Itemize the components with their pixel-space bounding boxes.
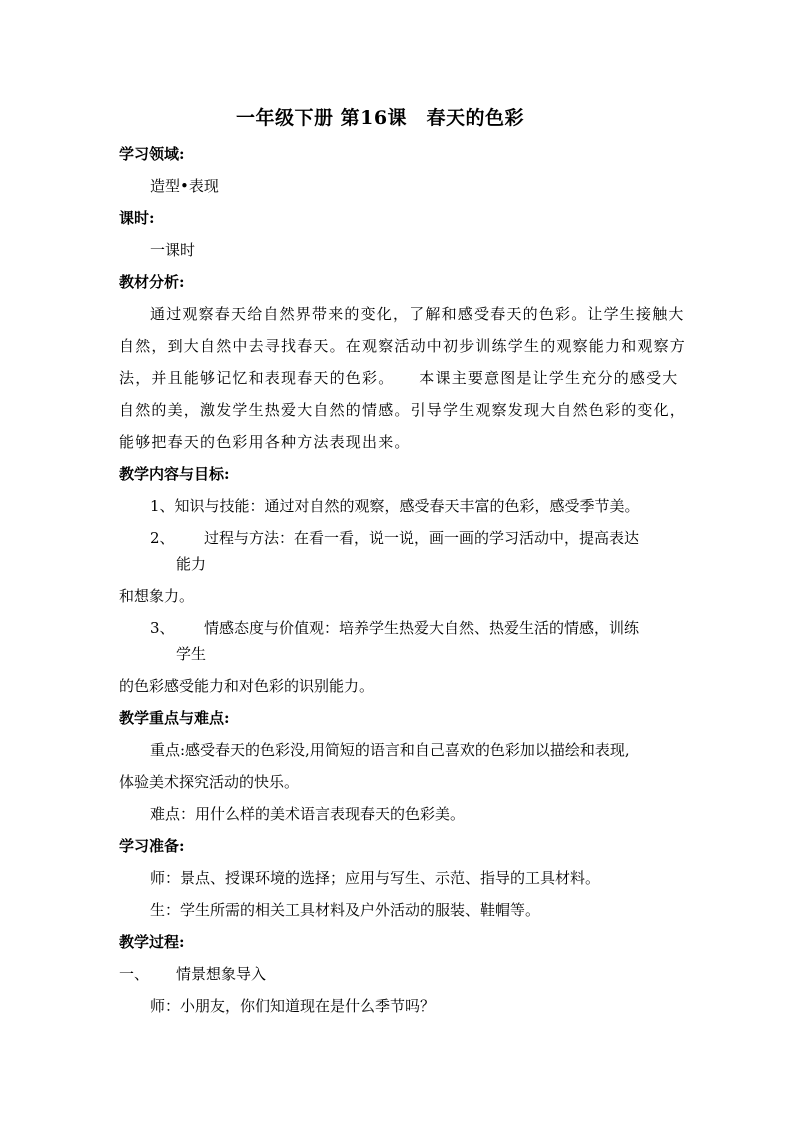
analysis-line: 自然的美，激发学生热爱大自然的情感。引导学生观察发现大自然色彩的变化，	[119, 401, 687, 419]
process-item-number: 一、	[119, 965, 150, 983]
analysis-line: 能够把春天的色彩用各种方法表现出来。	[119, 433, 411, 451]
process-item-text: 情景想象导入	[176, 965, 267, 983]
goal-item-1: 1、知识与技能：通过对自然的观察，感受春天丰富的色彩，感受季节美。	[150, 497, 640, 515]
heading-content-goals: 教学内容与目标:	[119, 465, 230, 483]
class-hours-text: 一课时	[150, 241, 196, 259]
difficulty-text: 难点：用什么样的美术语言表现春天的色彩美。	[150, 805, 466, 823]
heading-key-points: 教学重点与难点:	[119, 709, 230, 727]
key-point-text: 重点:感受春天的色彩没,用简短的语言和自己喜欢的色彩加以描绘和表现,	[150, 741, 630, 759]
goal-item-3-text: 情感态度与价值观：培养学生热爱大自然、热爱生活的情感，训练	[204, 619, 640, 637]
document-title: 一年级下册 第16课 春天的色彩	[236, 107, 525, 129]
learning-domain-text: 造型•表现	[150, 177, 219, 195]
heading-class-hours: 课时:	[119, 209, 155, 227]
analysis-line: 通过观察春天给自然界带来的变化，了解和感受春天的色彩。让学生接触大	[150, 305, 685, 323]
teacher-prep-text: 师：景点、授课环境的选择；应用与写生、示范、指导的工具材料。	[150, 869, 601, 887]
goal-item-2-text: 过程与方法：在看一看，说一说，画一画的学习活动中，提高表达	[204, 529, 640, 547]
key-point-text: 体验美术探究活动的快乐。	[119, 773, 300, 791]
goal-item-3-continuation: 学生	[176, 645, 207, 663]
goal-item-2-tail: 和想象力。	[119, 587, 195, 605]
goal-item-3-tail: 的色彩感受能力和对色彩的识别能力。	[119, 677, 375, 695]
goal-item-2-continuation: 能力	[176, 555, 207, 573]
goal-item-3-number: 3、	[150, 619, 175, 637]
analysis-line: 法，并且能够记忆和表现春天的色彩。 本课主要意图是让学生充分的感受大	[119, 369, 679, 387]
goal-item-2-number: 2、	[150, 529, 175, 547]
heading-preparation: 学习准备:	[119, 837, 185, 855]
process-dialogue-text: 师：小朋友，你们知道现在是什么季节吗？	[150, 997, 436, 1015]
heading-learning-domain: 学习领域:	[119, 145, 185, 163]
heading-material-analysis: 教材分析:	[119, 273, 185, 291]
analysis-line: 自然，到大自然中去寻找春天。在观察活动中初步训练学生的观察能力和观察方	[119, 337, 687, 355]
student-prep-text: 生：学生所需的相关工具材料及户外活动的服装、鞋帽等。	[150, 901, 541, 919]
heading-teaching-process: 教学过程:	[119, 933, 185, 951]
